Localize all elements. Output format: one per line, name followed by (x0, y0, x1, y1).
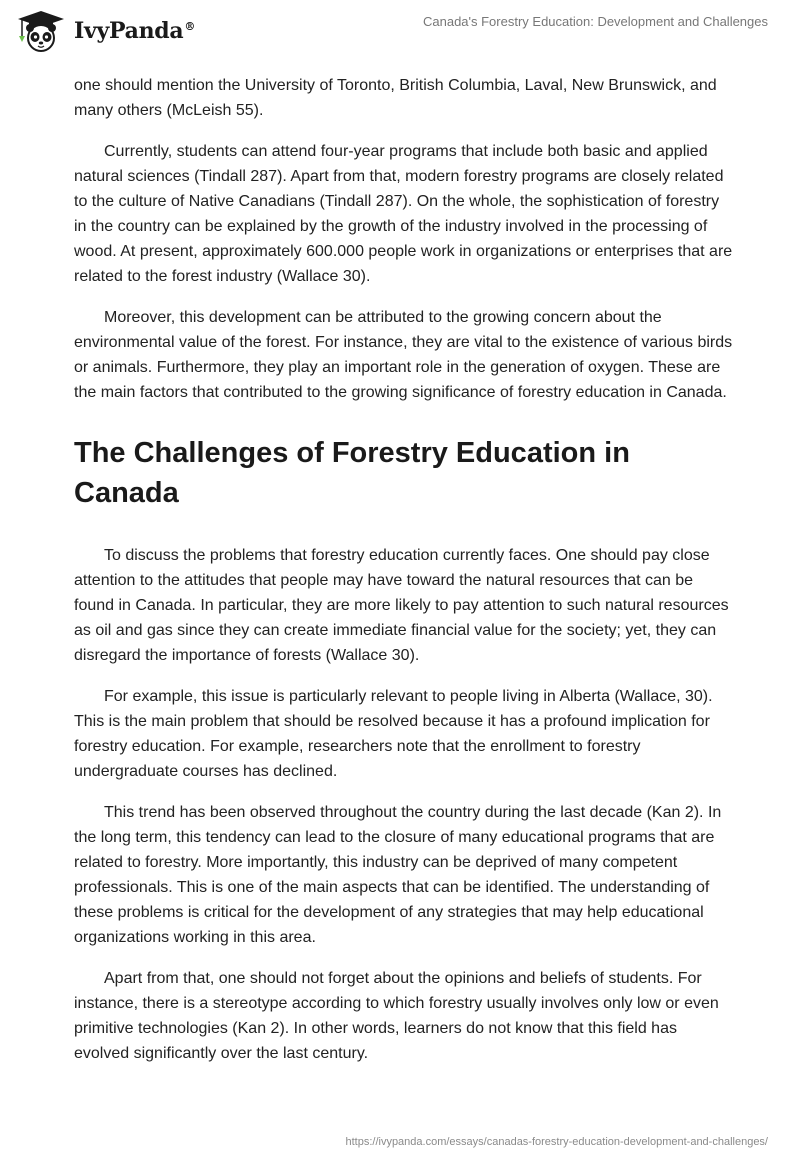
panda-graduate-icon (14, 8, 68, 54)
section-heading: The Challenges of Forestry Education in Canada (74, 437, 630, 509)
paragraph-stereotype: Apart from that, one should not forget about the opinions and beliefs of students. For instance, there is a stereotype according to which forestry usually involves only low or even primitive technologies (Kan 2). In other words, learners do not know that this field has evolved significantly over the last century. (74, 970, 719, 1062)
paragraph-attitudes: To discuss the problems that forestry education currently faces. One should pay close attention to the attitudes that people may have toward the natural resources that can be found in Canada. In particular, they are more likely to pay attention to such natural resources as oil and gas since they can create immediate financial value for the society; yet, they can disregard the importance of forests (Wallace 30). (74, 547, 729, 664)
page-header (0, 0, 800, 70)
paragraph-programs: Currently, students can attend four-year programs that include both basic and applied natural sciences (Tindall 287). Apart from that, modern forestry programs are closely related to the culture of Native Canadians (Tindall 287). On the whole, the sophistication of forestry in the country can be explained by the growth of the industry involved in the processing of wood. At present, approximately 600.000 people work in organizations or enterprises that are related to the forest industry (Wallace 30). (74, 143, 733, 285)
paragraph-alberta: For example, this issue is particularly relevant to people living in Alberta (Wallace, 30). This is the main problem that should be resolved because it has a profound implication for forestry education. For example, researchers note that the enrollment to forestry undergraduate courses has declined. (74, 688, 713, 780)
document-title: Canada's Forestry Education: Development and Challenges (422, 14, 768, 29)
paragraph-environment: Moreover, this development can be attributed to the growing concern about the environmental value of the forest. For instance, they are vital to the existence of various birds or animals. Furthermore, they play an important role in the generation of oxygen. These are the main factors that contributed to the growing significance of forestry education in Canada. (74, 309, 733, 401)
source-url[interactable]: https://ivypanda.com/essays/canadas-forestry-education-development-and-challenges/ (345, 1136, 768, 1148)
paragraph-trend: This trend has been observed throughout the country during the last decade (Kan 2). In the long term, this tendency can lead to the closure of many educational programs that are related to forestry. More importantly, this industry can be deprived of many competent professionals. This is one of the main aspects that can be identified. The understanding of these problems is critical for the development of any strategies that may help educational organizations working in this area. (74, 804, 722, 946)
ivypanda-logo[interactable] (14, 8, 195, 54)
paragraph-continuation: one should mention the University of Toronto, British Columbia, Laval, New Brunswick, and many others (McLeish 55). (74, 77, 717, 119)
logo-text: IvyPanda® (74, 18, 196, 44)
essay-content (74, 73, 734, 1082)
